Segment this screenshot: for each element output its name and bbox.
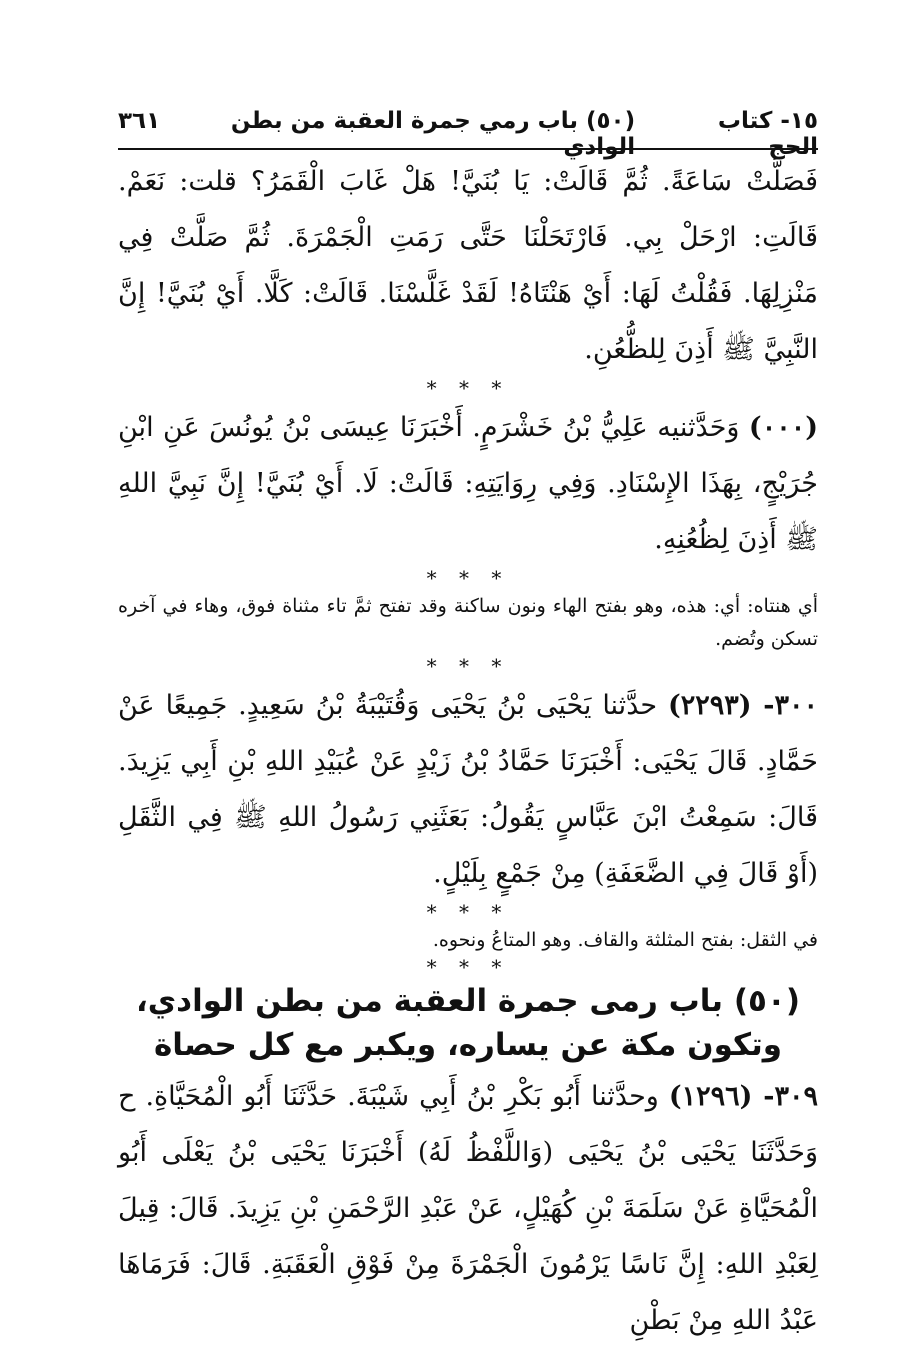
commentary-note: في الثقل: بفتح المثلثة والقاف. وهو المتاعُ ونحوه. xyxy=(432,929,818,951)
book-page xyxy=(118,108,818,1349)
separator-stars: * * * xyxy=(426,955,510,979)
hadith-continuation: فَصَلَّتْ سَاعَةً. ثُمَّ قَالَتْ: يَا بُنَيَّ! هَلْ غَابَ الْقَمَرُ؟ قلت: نَعَمْ. قَالَتِ: ارْحَلْ بِي. فَارْتَحَلْنَا حَتَّى رَمَتِ الْجَمْرَةَ. ثُمَّ صَلَّتْ فِي مَنْزِلِهَا. فَقُلْتُ لَهَا: أَيْ هَنْتَاهُ! لَقَدْ غَلَّسْنَا. قَالَتْ: كَلَّا. أَيْ بُنَيَّ! إِنَّ النَّبِيَّ ﷺ أَذِنَ لِلظُّعُنِ. xyxy=(118,166,818,365)
header-titles xyxy=(160,108,818,160)
separator-stars: * * * xyxy=(426,654,510,678)
page-number: ٣٦١ xyxy=(118,108,161,134)
chapter-heading: (٥٠) باب رمى جمرة العقبة من بطن الوادي، وتكون مكة عن يساره، ويكبر مع كل حصاة xyxy=(135,983,801,1063)
hadith-entry xyxy=(118,678,818,902)
separator-stars: * * * xyxy=(426,376,510,400)
hadith-number: ٣٠٠- (٢٢٩٣) xyxy=(667,690,818,721)
separator-stars: * * * xyxy=(426,566,510,590)
book-title: ١٥- كتاب الحج xyxy=(717,108,818,160)
hadith-number: ٣٠٩- (١٢٩٦) xyxy=(668,1081,818,1112)
page-header xyxy=(118,108,818,160)
hadith-text: حدَّثنا يَحْيَى بْنُ يَحْيَى وَقُتَيْبَةُ بْنُ سَعِيدٍ. جَمِيعًا عَنْ حَمَّادٍ. قَالَ يَحْيَى: أَخْبَرَنَا حَمَّادُ بْنُ زَيْدٍ عَنْ عُبَيْدِ اللهِ بْنِ أَبِي يَزِيدَ. قَالَ: سَمِعْتُ ابْنَ عَبَّاسٍ يَقُولُ: بَعَثَنِي رَسُولُ اللهِ ﷺ فِي الثَّقَلِ (أَوْ قَالَ فِي الضَّعَفَةِ) مِنْ جَمْعٍ بِلَيْلٍ. xyxy=(118,690,818,889)
hadith-entry xyxy=(118,400,818,568)
commentary-note: أي هنتاه: أي: هذه، وهو بفتح الهاء ونون ساكنة وقد تفتح ثمَّ تاء مثناة فوق، وهاء في آخره تسكن وتُضم. xyxy=(118,595,818,650)
hadith-entry xyxy=(118,1069,818,1349)
hadith-number: (٠٠٠) xyxy=(748,412,818,443)
running-chapter-title: (٥٠) باب رمي جمرة العقبة من بطن الوادي xyxy=(230,108,636,160)
hadith-text: وحدَّثنا أَبُو بَكْرِ بْنُ أَبِي شَيْبَةَ. حَدَّثَنَا أَبُو الْمُحَيَّاةِ. ح وَحَدَّثَنَا يَحْيَى بْنُ يَحْيَى (وَاللَّفْظُ لَهُ) أَخْبَرَنَا يَحْيَى بْنُ يَعْلَى أَبُو الْمُحَيَّاةِ عَنْ سَلَمَةَ بْنِ كُهَيْلٍ، عَنْ عَبْدِ الرَّحْمَنِ بْنِ يَزِيدَ. قَالَ: قِيلَ لِعَبْدِ اللهِ: إِنَّ نَاسًا يَرْمُونَ الْجَمْرَةَ مِنْ فَوْقِ الْعَقَبَةِ. قَالَ: فَرَمَاهَا عَبْدُ اللهِ مِنْ بَطْنِ xyxy=(118,1081,818,1336)
separator-stars: * * * xyxy=(426,900,510,924)
hadith-text: وَحَدَّثنيه عَلِيُّ بْنُ خَشْرَمٍ. أَخْبَرَنَا عِيسَى بْنُ يُونُسَ عَنِ ابْنِ جُرَيْجٍ، بِهَذَا الإِسْنَادِ. وَفِي رِوَايَتِهِ: قَالَتْ: لَا. أَيْ بُنَيَّ! إِنَّ نَبِيَّ اللهِ ﷺ أَذِنَ لِظُعُنِهِ. xyxy=(118,412,818,555)
